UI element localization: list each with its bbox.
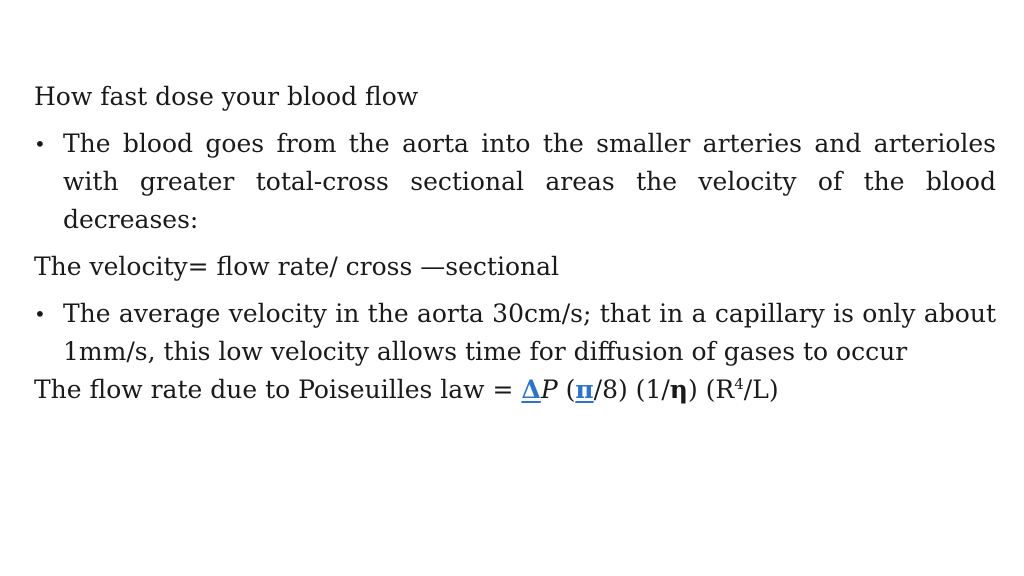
bullet-icon: •	[34, 132, 46, 156]
pi-symbol: π	[575, 375, 594, 404]
bullet-item-1	[34, 125, 996, 239]
heading: How fast dose your blood flow	[34, 82, 419, 111]
formula-part-3: /L)	[743, 375, 779, 404]
radius-exponent: 4	[734, 375, 744, 393]
bullet-icon: •	[34, 302, 46, 326]
bullet-text-1: The blood goes from the aorta into the smaller arteries and arterioles with greater total-cross sectional areas the velocity of the blood decreases:	[63, 129, 996, 234]
slide-content	[34, 78, 996, 409]
bullet-item-2	[34, 295, 996, 371]
formula-part-2: ) (R	[687, 375, 735, 404]
velocity-formula-line: The velocity= flow rate/ cross —sectional	[34, 252, 560, 281]
formula-part-1: /8) (1/	[593, 375, 670, 404]
bullet-text-2: The average velocity in the aorta 30cm/s; that in a capillary is only about 1mm/s, this low velocity allows time for diffusion of gases to occur	[63, 299, 996, 366]
pressure-symbol: P	[540, 375, 558, 404]
delta-symbol: Δ	[521, 375, 541, 404]
formula-prefix: The flow rate due to Poiseuilles law =	[34, 375, 522, 404]
poiseuille-formula-line	[34, 371, 996, 409]
eta-symbol: η	[669, 375, 688, 404]
formula-open-paren: (	[557, 375, 576, 404]
